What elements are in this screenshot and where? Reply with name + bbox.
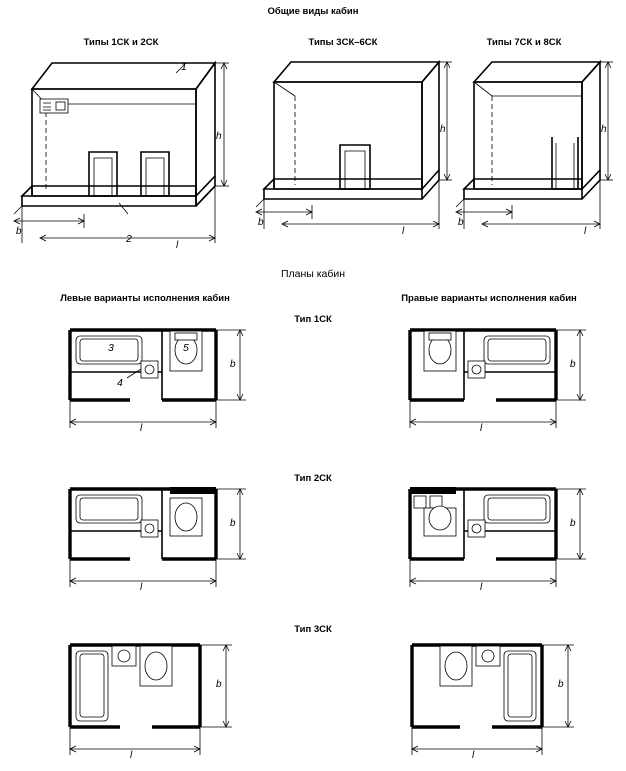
general-view-1-label: Типы 1СК и 2СК [83, 37, 159, 48]
plan-column-left-label: Левые варианты исполнения кабин [60, 293, 230, 304]
plan-row-3-left-dim-b: b [216, 679, 222, 690]
plan-row-3-label: Тип 3СК [294, 624, 332, 635]
general-view-1-dim-h: h [216, 131, 222, 142]
general-view-3-dim-l: l [584, 226, 587, 237]
plan-row-1-left-dim-b: b [230, 359, 236, 370]
general-view-1-dim-b: b [16, 226, 22, 237]
callout-1: 1 [181, 61, 187, 73]
plan-row-2-right-dim-b: b [570, 518, 576, 529]
callout-2: 2 [126, 233, 132, 245]
plan-row-2-left-dim-b: b [230, 518, 236, 529]
callout-5: 5 [183, 342, 189, 354]
plan-row-1-left-dim-l: l [140, 423, 143, 434]
plan-row-3-right-dim-b: b [558, 679, 564, 690]
general-view-3-dim-b: b [458, 217, 464, 228]
general-view-3-dim-h: h [601, 124, 607, 135]
plan-row-1-right-dim-b: b [570, 359, 576, 370]
plan-row-1-label: Тип 1СК [294, 314, 332, 325]
main-title: Общие виды кабин [267, 6, 359, 17]
callout-3: 3 [108, 342, 114, 354]
general-view-2-dim-b: b [258, 217, 264, 228]
plan-column-right-label: Правые варианты исполнения кабин [401, 293, 577, 304]
general-view-2-dim-h: h [440, 124, 446, 135]
plan-row-1-right-dim-l: l [480, 423, 483, 434]
plan-row-3-left-dim-l: l [130, 750, 133, 761]
plan-row-2-left-dim-l: l [140, 582, 143, 593]
general-view-1-dim-l: l [176, 240, 179, 251]
general-view-2-dim-l: l [402, 226, 405, 237]
plan-row-2-label: Тип 2СК [294, 473, 332, 484]
plan-row-2-right-dim-l: l [480, 582, 483, 593]
general-view-3-label: Типы 7СК и 8СК [486, 37, 562, 48]
general-view-2-label: Типы 3СК–6СК [308, 37, 378, 48]
callout-4: 4 [117, 377, 123, 389]
plans-title: Планы кабин [280, 268, 346, 280]
plan-row-3-right-dim-l: l [472, 750, 475, 761]
